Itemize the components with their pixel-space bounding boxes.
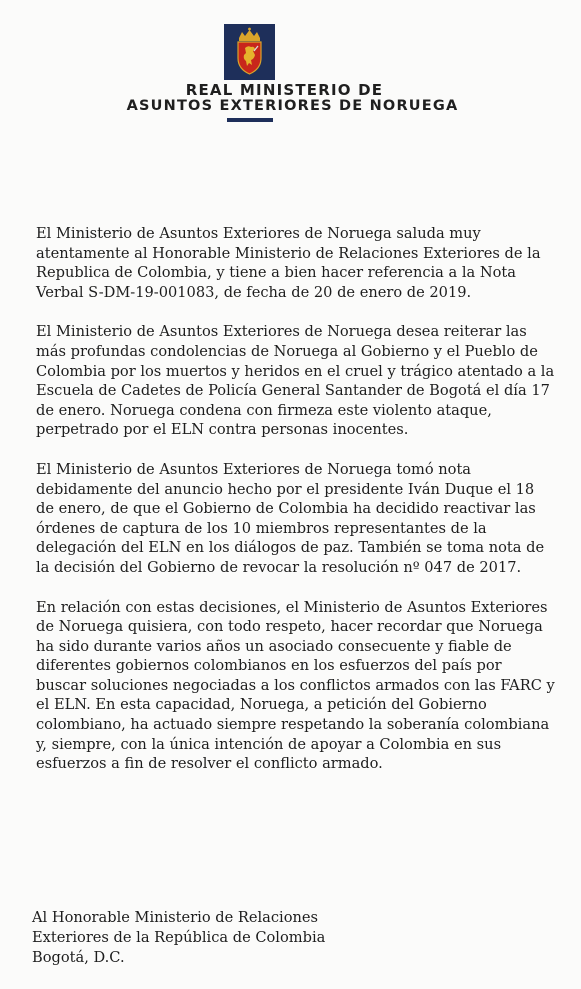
letterhead-rule [227,118,273,122]
address-line: Bogotá, D.C. [32,949,125,966]
ministry-name-line2: ASUNTOS EXTERIORES DE NORUEGA [126,98,459,114]
paragraph-greeting: El Ministerio de Asuntos Exteriores de Noruega saluda muy atentamente al Honorable Ministerio de Relaciones Exteriores de la Republica de Colombia, y tiene a bien hacer referencia a la Nota Verbal S-DM-19-001083, de fecha de 20 de enero de 2019. [36,225,541,301]
paragraph-relations: En relación con estas decisiones, el Ministerio de Asuntos Exteriores de Noruega quisiera, con todo respeto, hacer recordar que Noruega ha sido durante varios años un asociado consecuente y fiable de diferentes gobiernos colombianos en los esfuerzos del país por buscar soluciones negociadas a los conflictos armados con las FARC y el ELN. En esta capacidad, Noruega, a petición del Gobierno colombiano, ha actuado siempre respetando la soberanía colombiana y, siempre, con la única intención de apoyar a Colombia en sus esfuerzos a fin de resolver el conflicto armado. [36,598,555,773]
recipient-address [32,908,432,968]
letter-body [36,224,556,794]
ministry-name-line1: REAL MINISTERIO DE [185,81,384,99]
address-line: Exteriores de la República de Colombia [32,929,326,946]
norwegian-coat-of-arms-icon [224,24,275,80]
letterhead [0,0,581,130]
paragraph-announcement: El Ministerio de Asuntos Exteriores de Noruega tomó nota debidamente del anuncio hecho por el presidente Iván Duque el 18 de enero, de que el Gobierno de Colombia ha decidido reactivar las órdenes de captura de los 10 miembros representantes de la delegación del ELN en los diálogos de paz. También se toma nota de la decisión del Gobierno de revocar la resolución nº 047 de 2017. [36,460,545,576]
paragraph-condolences: El Ministerio de Asuntos Exteriores de Noruega desea reiterar las más profundas condolencias de Noruega al Gobierno y el Pueblo de Colombia por los muertos y heridos en el cruel y trágico atentado a la Escuela de Cadetes de Policía General Santander de Bogotá el día 17 de enero. Noruega condena con firmeza este violento ataque, perpetrado por el ELN contra personas inocentes. [36,323,555,439]
address-line: Al Honorable Ministerio de Relaciones [32,909,319,926]
